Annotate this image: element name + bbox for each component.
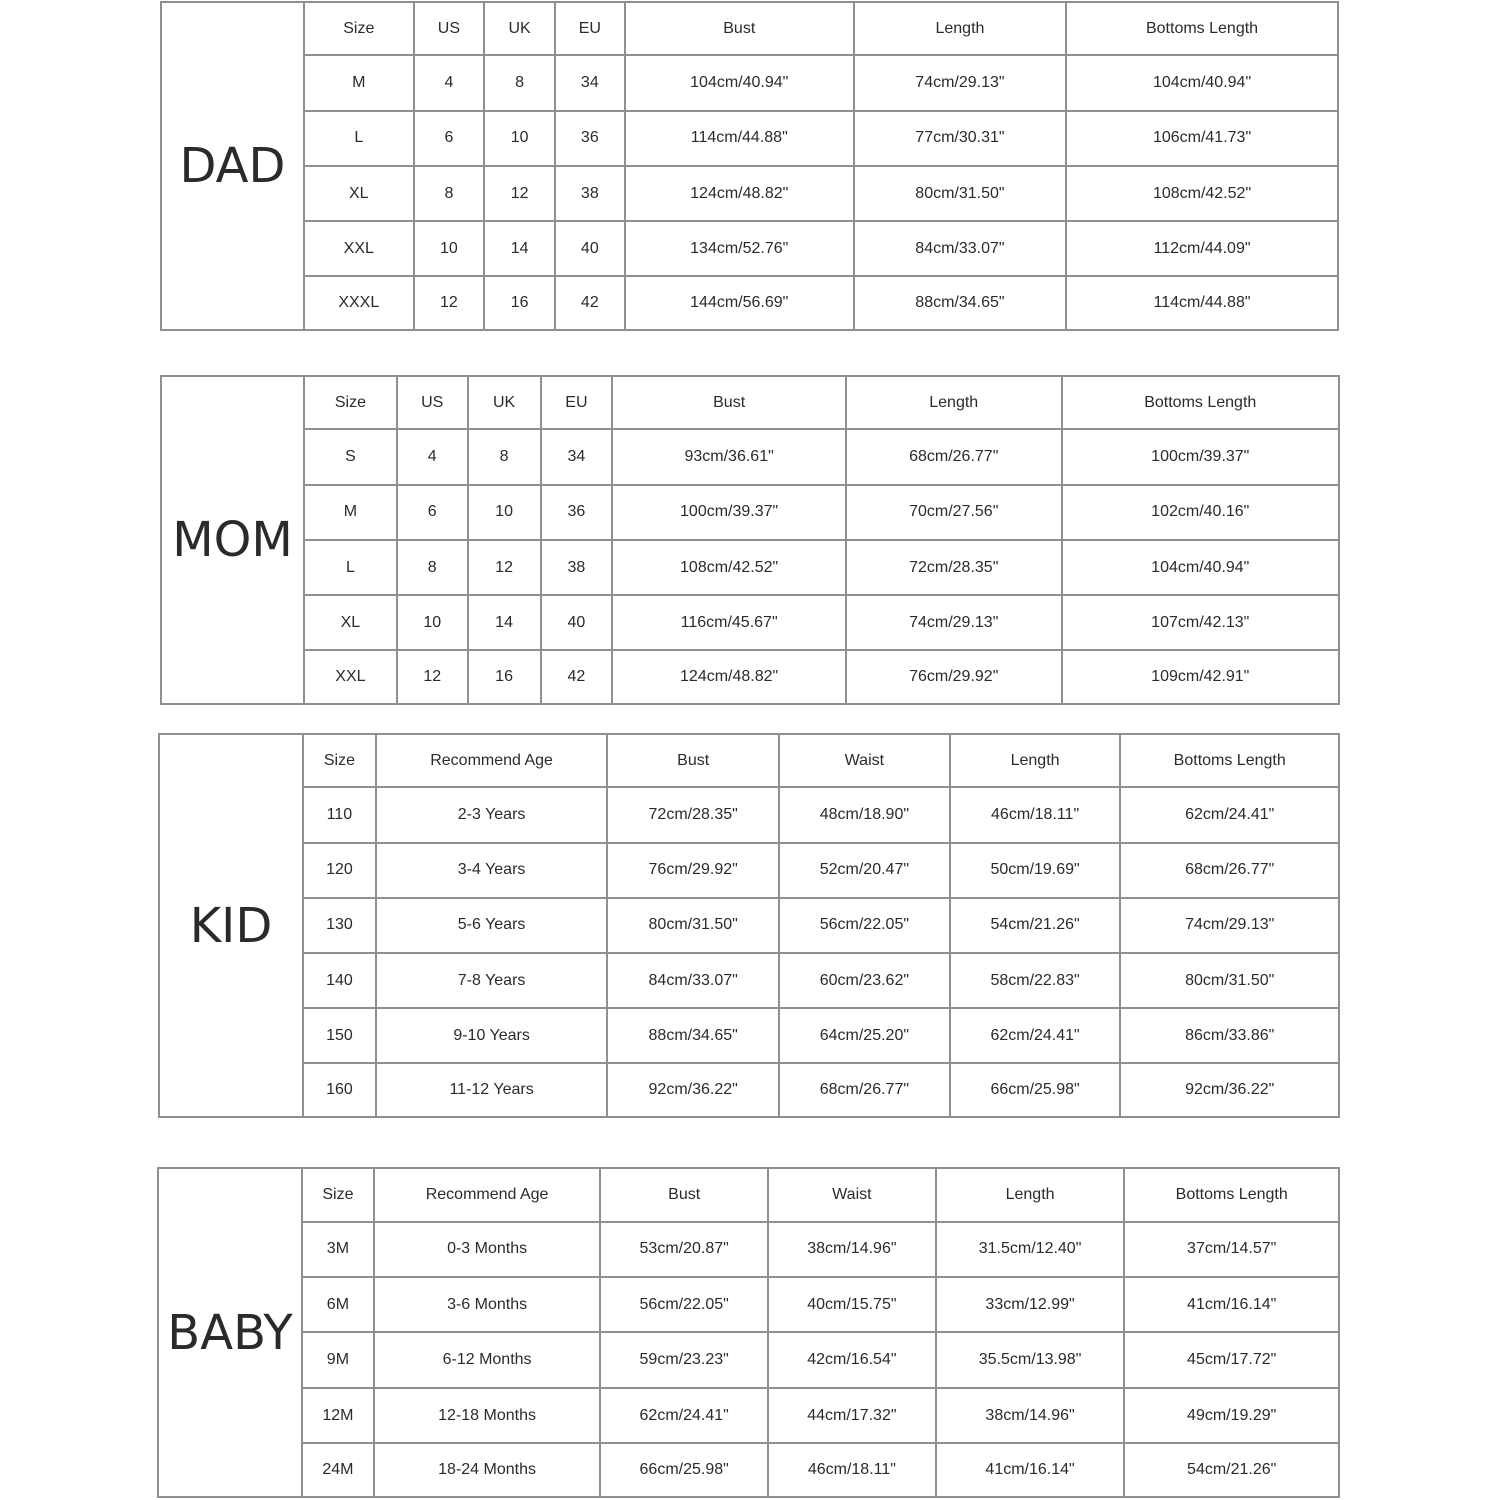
table-cell: 70cm/27.56" bbox=[846, 485, 1062, 540]
table-row bbox=[304, 953, 1338, 1008]
table-cell: L bbox=[305, 111, 414, 166]
table-cell: 92cm/36.22" bbox=[1120, 1063, 1338, 1116]
table-cell: 8 bbox=[397, 540, 468, 595]
dad-header-cell: EU bbox=[555, 3, 625, 55]
table-cell: 106cm/41.73" bbox=[1066, 111, 1337, 166]
table-cell: 6-12 Months bbox=[374, 1332, 600, 1387]
mom-header-cell: Size bbox=[305, 377, 397, 429]
table-cell: 62cm/24.41" bbox=[1120, 787, 1338, 842]
dad-header-cell: US bbox=[414, 3, 485, 55]
table-cell: 104cm/40.94" bbox=[625, 55, 854, 110]
kid-header-cell: Recommend Age bbox=[376, 735, 607, 787]
table-cell: 72cm/28.35" bbox=[846, 540, 1062, 595]
table-cell: 100cm/39.37" bbox=[612, 485, 846, 540]
table-cell: 80cm/31.50" bbox=[607, 898, 779, 953]
mom-header-cell: Bottoms Length bbox=[1062, 377, 1338, 429]
table-cell: 3M bbox=[303, 1222, 374, 1277]
kid-header-cell: Length bbox=[950, 735, 1121, 787]
table-cell: S bbox=[305, 429, 397, 484]
table-cell: 10 bbox=[484, 111, 555, 166]
table-cell: 88cm/34.65" bbox=[854, 276, 1066, 329]
table-cell: 10 bbox=[468, 485, 541, 540]
table-cell: 74cm/29.13" bbox=[1120, 898, 1338, 953]
table-cell: 40 bbox=[541, 595, 613, 650]
table-cell: 38 bbox=[555, 166, 625, 221]
table-row bbox=[304, 787, 1338, 842]
table-cell: 3-4 Years bbox=[376, 843, 607, 898]
table-row bbox=[305, 595, 1338, 650]
table-cell: 92cm/36.22" bbox=[607, 1063, 779, 1116]
table-cell: 59cm/23.23" bbox=[600, 1332, 768, 1387]
table-cell: 46cm/18.11" bbox=[950, 787, 1121, 842]
table-cell: 53cm/20.87" bbox=[600, 1222, 768, 1277]
table-cell: 40 bbox=[555, 221, 625, 276]
table-cell: 4 bbox=[414, 55, 485, 110]
table-cell: 48cm/18.90" bbox=[779, 787, 950, 842]
mom-label: MOM bbox=[162, 377, 305, 703]
table-cell: 74cm/29.13" bbox=[854, 55, 1066, 110]
table-cell: 68cm/26.77" bbox=[846, 429, 1062, 484]
table-cell: 68cm/26.77" bbox=[779, 1063, 950, 1116]
table-cell: 16 bbox=[468, 650, 541, 703]
table-cell: 24M bbox=[303, 1443, 374, 1496]
table-cell: 36 bbox=[541, 485, 613, 540]
table-cell: L bbox=[305, 540, 397, 595]
table-cell: 9M bbox=[303, 1332, 374, 1387]
table-cell: 76cm/29.92" bbox=[607, 843, 779, 898]
table-cell: 66cm/25.98" bbox=[950, 1063, 1121, 1116]
table-cell: 41cm/16.14" bbox=[1124, 1277, 1338, 1332]
table-cell: 86cm/33.86" bbox=[1120, 1008, 1338, 1063]
table-cell: 18-24 Months bbox=[374, 1443, 600, 1496]
table-cell: 12 bbox=[484, 166, 555, 221]
table-row bbox=[305, 485, 1338, 540]
table-cell: 107cm/42.13" bbox=[1062, 595, 1338, 650]
table-row bbox=[305, 221, 1337, 276]
dad-header-cell: UK bbox=[484, 3, 555, 55]
mom-header-cell: UK bbox=[468, 377, 541, 429]
table-cell: 14 bbox=[468, 595, 541, 650]
baby-header-cell: Bottoms Length bbox=[1124, 1169, 1338, 1222]
table-cell: 77cm/30.31" bbox=[854, 111, 1066, 166]
table-cell: 12M bbox=[303, 1388, 374, 1443]
dad-header-cell: Length bbox=[854, 3, 1066, 55]
table-cell: 62cm/24.41" bbox=[600, 1388, 768, 1443]
table-cell: 8 bbox=[468, 429, 541, 484]
table-cell: 144cm/56.69" bbox=[625, 276, 854, 329]
table-row bbox=[304, 898, 1338, 953]
table-cell: 54cm/21.26" bbox=[950, 898, 1121, 953]
table-cell: 54cm/21.26" bbox=[1124, 1443, 1338, 1496]
table-cell: 52cm/20.47" bbox=[779, 843, 950, 898]
baby-header-row bbox=[303, 1169, 1338, 1222]
table-cell: 40cm/15.75" bbox=[768, 1277, 936, 1332]
table-cell: 6 bbox=[397, 485, 468, 540]
dad-size-chart bbox=[160, 1, 1339, 331]
table-cell: 109cm/42.91" bbox=[1062, 650, 1338, 703]
table-cell: 35.5cm/13.98" bbox=[936, 1332, 1125, 1387]
baby-label: BABY bbox=[159, 1169, 303, 1496]
mom-header-cell: Bust bbox=[612, 377, 846, 429]
table-cell: 56cm/22.05" bbox=[779, 898, 950, 953]
table-row bbox=[304, 843, 1338, 898]
kid-size-chart bbox=[158, 733, 1340, 1118]
table-cell: 66cm/25.98" bbox=[600, 1443, 768, 1496]
table-cell: 76cm/29.92" bbox=[846, 650, 1062, 703]
dad-table bbox=[305, 3, 1337, 329]
table-cell: 6M bbox=[303, 1277, 374, 1332]
table-cell: 37cm/14.57" bbox=[1124, 1222, 1338, 1277]
table-cell: XXL bbox=[305, 650, 397, 703]
table-row bbox=[305, 429, 1338, 484]
table-cell: 10 bbox=[397, 595, 468, 650]
table-cell: 50cm/19.69" bbox=[950, 843, 1121, 898]
table-cell: 150 bbox=[304, 1008, 376, 1063]
table-cell: 130 bbox=[304, 898, 376, 953]
table-cell: 3-6 Months bbox=[374, 1277, 600, 1332]
table-cell: 42 bbox=[555, 276, 625, 329]
table-row bbox=[304, 1008, 1338, 1063]
table-cell: 80cm/31.50" bbox=[1120, 953, 1338, 1008]
table-cell: 38cm/14.96" bbox=[936, 1388, 1125, 1443]
table-row bbox=[303, 1222, 1338, 1277]
table-cell: 84cm/33.07" bbox=[607, 953, 779, 1008]
table-row bbox=[304, 1063, 1338, 1116]
mom-size-chart bbox=[160, 375, 1340, 705]
baby-table bbox=[303, 1169, 1338, 1496]
table-cell: 100cm/39.37" bbox=[1062, 429, 1338, 484]
baby-header-cell: Waist bbox=[768, 1169, 936, 1222]
table-cell: 5-6 Years bbox=[376, 898, 607, 953]
dad-header-cell: Bottoms Length bbox=[1066, 3, 1337, 55]
mom-header-cell: US bbox=[397, 377, 468, 429]
table-cell: XL bbox=[305, 166, 414, 221]
table-cell: 38cm/14.96" bbox=[768, 1222, 936, 1277]
table-cell: 68cm/26.77" bbox=[1120, 843, 1338, 898]
table-row bbox=[303, 1443, 1338, 1496]
table-cell: XXL bbox=[305, 221, 414, 276]
table-cell: 38 bbox=[541, 540, 613, 595]
table-cell: M bbox=[305, 485, 397, 540]
table-cell: 7-8 Years bbox=[376, 953, 607, 1008]
table-cell: 34 bbox=[555, 55, 625, 110]
baby-size-chart bbox=[157, 1167, 1340, 1498]
table-cell: 44cm/17.32" bbox=[768, 1388, 936, 1443]
table-cell: 10 bbox=[414, 221, 485, 276]
table-cell: 116cm/45.67" bbox=[612, 595, 846, 650]
baby-header-cell: Recommend Age bbox=[374, 1169, 600, 1222]
kid-header-cell: Waist bbox=[779, 735, 950, 787]
dad-header-row bbox=[305, 3, 1337, 55]
table-cell: 108cm/42.52" bbox=[612, 540, 846, 595]
table-cell: 62cm/24.41" bbox=[950, 1008, 1121, 1063]
table-cell: 110 bbox=[304, 787, 376, 842]
table-cell: 12 bbox=[468, 540, 541, 595]
table-row bbox=[305, 650, 1338, 703]
table-cell: 112cm/44.09" bbox=[1066, 221, 1337, 276]
mom-header-cell: Length bbox=[846, 377, 1062, 429]
table-cell: 102cm/40.16" bbox=[1062, 485, 1338, 540]
table-cell: 114cm/44.88" bbox=[1066, 276, 1337, 329]
table-cell: 41cm/16.14" bbox=[936, 1443, 1125, 1496]
table-cell: 124cm/48.82" bbox=[612, 650, 846, 703]
kid-table bbox=[304, 735, 1338, 1116]
table-cell: 56cm/22.05" bbox=[600, 1277, 768, 1332]
mom-table bbox=[305, 377, 1338, 703]
table-cell: 134cm/52.76" bbox=[625, 221, 854, 276]
table-cell: 8 bbox=[484, 55, 555, 110]
table-row bbox=[303, 1388, 1338, 1443]
table-cell: 160 bbox=[304, 1063, 376, 1116]
table-cell: 0-3 Months bbox=[374, 1222, 600, 1277]
table-cell: 88cm/34.65" bbox=[607, 1008, 779, 1063]
table-cell: 16 bbox=[484, 276, 555, 329]
kid-header-cell: Bust bbox=[607, 735, 779, 787]
table-cell: 6 bbox=[414, 111, 485, 166]
table-cell: 12-18 Months bbox=[374, 1388, 600, 1443]
table-row bbox=[303, 1332, 1338, 1387]
table-cell: 74cm/29.13" bbox=[846, 595, 1062, 650]
table-cell: 46cm/18.11" bbox=[768, 1443, 936, 1496]
table-cell: 108cm/42.52" bbox=[1066, 166, 1337, 221]
table-cell: 31.5cm/12.40" bbox=[936, 1222, 1125, 1277]
table-cell: 60cm/23.62" bbox=[779, 953, 950, 1008]
dad-header-cell: Bust bbox=[625, 3, 854, 55]
mom-header-row bbox=[305, 377, 1338, 429]
table-cell: 120 bbox=[304, 843, 376, 898]
baby-header-cell: Length bbox=[936, 1169, 1125, 1222]
table-cell: 14 bbox=[484, 221, 555, 276]
table-cell: 80cm/31.50" bbox=[854, 166, 1066, 221]
table-cell: XXXL bbox=[305, 276, 414, 329]
table-row bbox=[305, 166, 1337, 221]
table-cell: 42cm/16.54" bbox=[768, 1332, 936, 1387]
table-cell: 104cm/40.94" bbox=[1062, 540, 1338, 595]
table-cell: 84cm/33.07" bbox=[854, 221, 1066, 276]
table-cell: 33cm/12.99" bbox=[936, 1277, 1125, 1332]
table-row bbox=[305, 276, 1337, 329]
table-cell: 4 bbox=[397, 429, 468, 484]
table-cell: 34 bbox=[541, 429, 613, 484]
table-cell: 124cm/48.82" bbox=[625, 166, 854, 221]
mom-header-cell: EU bbox=[541, 377, 613, 429]
table-cell: 2-3 Years bbox=[376, 787, 607, 842]
table-cell: 9-10 Years bbox=[376, 1008, 607, 1063]
table-cell: 58cm/22.83" bbox=[950, 953, 1121, 1008]
table-cell: 36 bbox=[555, 111, 625, 166]
dad-header-cell: Size bbox=[305, 3, 414, 55]
table-row bbox=[305, 540, 1338, 595]
table-cell: 8 bbox=[414, 166, 485, 221]
kid-header-cell: Bottoms Length bbox=[1120, 735, 1338, 787]
table-cell: 45cm/17.72" bbox=[1124, 1332, 1338, 1387]
table-cell: 49cm/19.29" bbox=[1124, 1388, 1338, 1443]
table-cell: M bbox=[305, 55, 414, 110]
baby-header-cell: Bust bbox=[600, 1169, 768, 1222]
table-cell: 42 bbox=[541, 650, 613, 703]
table-cell: 11-12 Years bbox=[376, 1063, 607, 1116]
table-row bbox=[303, 1277, 1338, 1332]
table-row bbox=[305, 111, 1337, 166]
table-cell: 64cm/25.20" bbox=[779, 1008, 950, 1063]
table-cell: XL bbox=[305, 595, 397, 650]
table-row bbox=[305, 55, 1337, 110]
table-cell: 72cm/28.35" bbox=[607, 787, 779, 842]
table-cell: 93cm/36.61" bbox=[612, 429, 846, 484]
baby-header-cell: Size bbox=[303, 1169, 374, 1222]
table-cell: 12 bbox=[397, 650, 468, 703]
kid-label: KID bbox=[160, 735, 304, 1116]
table-cell: 104cm/40.94" bbox=[1066, 55, 1337, 110]
dad-label: DAD bbox=[162, 3, 305, 329]
kid-header-cell: Size bbox=[304, 735, 376, 787]
table-cell: 114cm/44.88" bbox=[625, 111, 854, 166]
table-cell: 12 bbox=[414, 276, 485, 329]
kid-header-row bbox=[304, 735, 1338, 787]
table-cell: 140 bbox=[304, 953, 376, 1008]
